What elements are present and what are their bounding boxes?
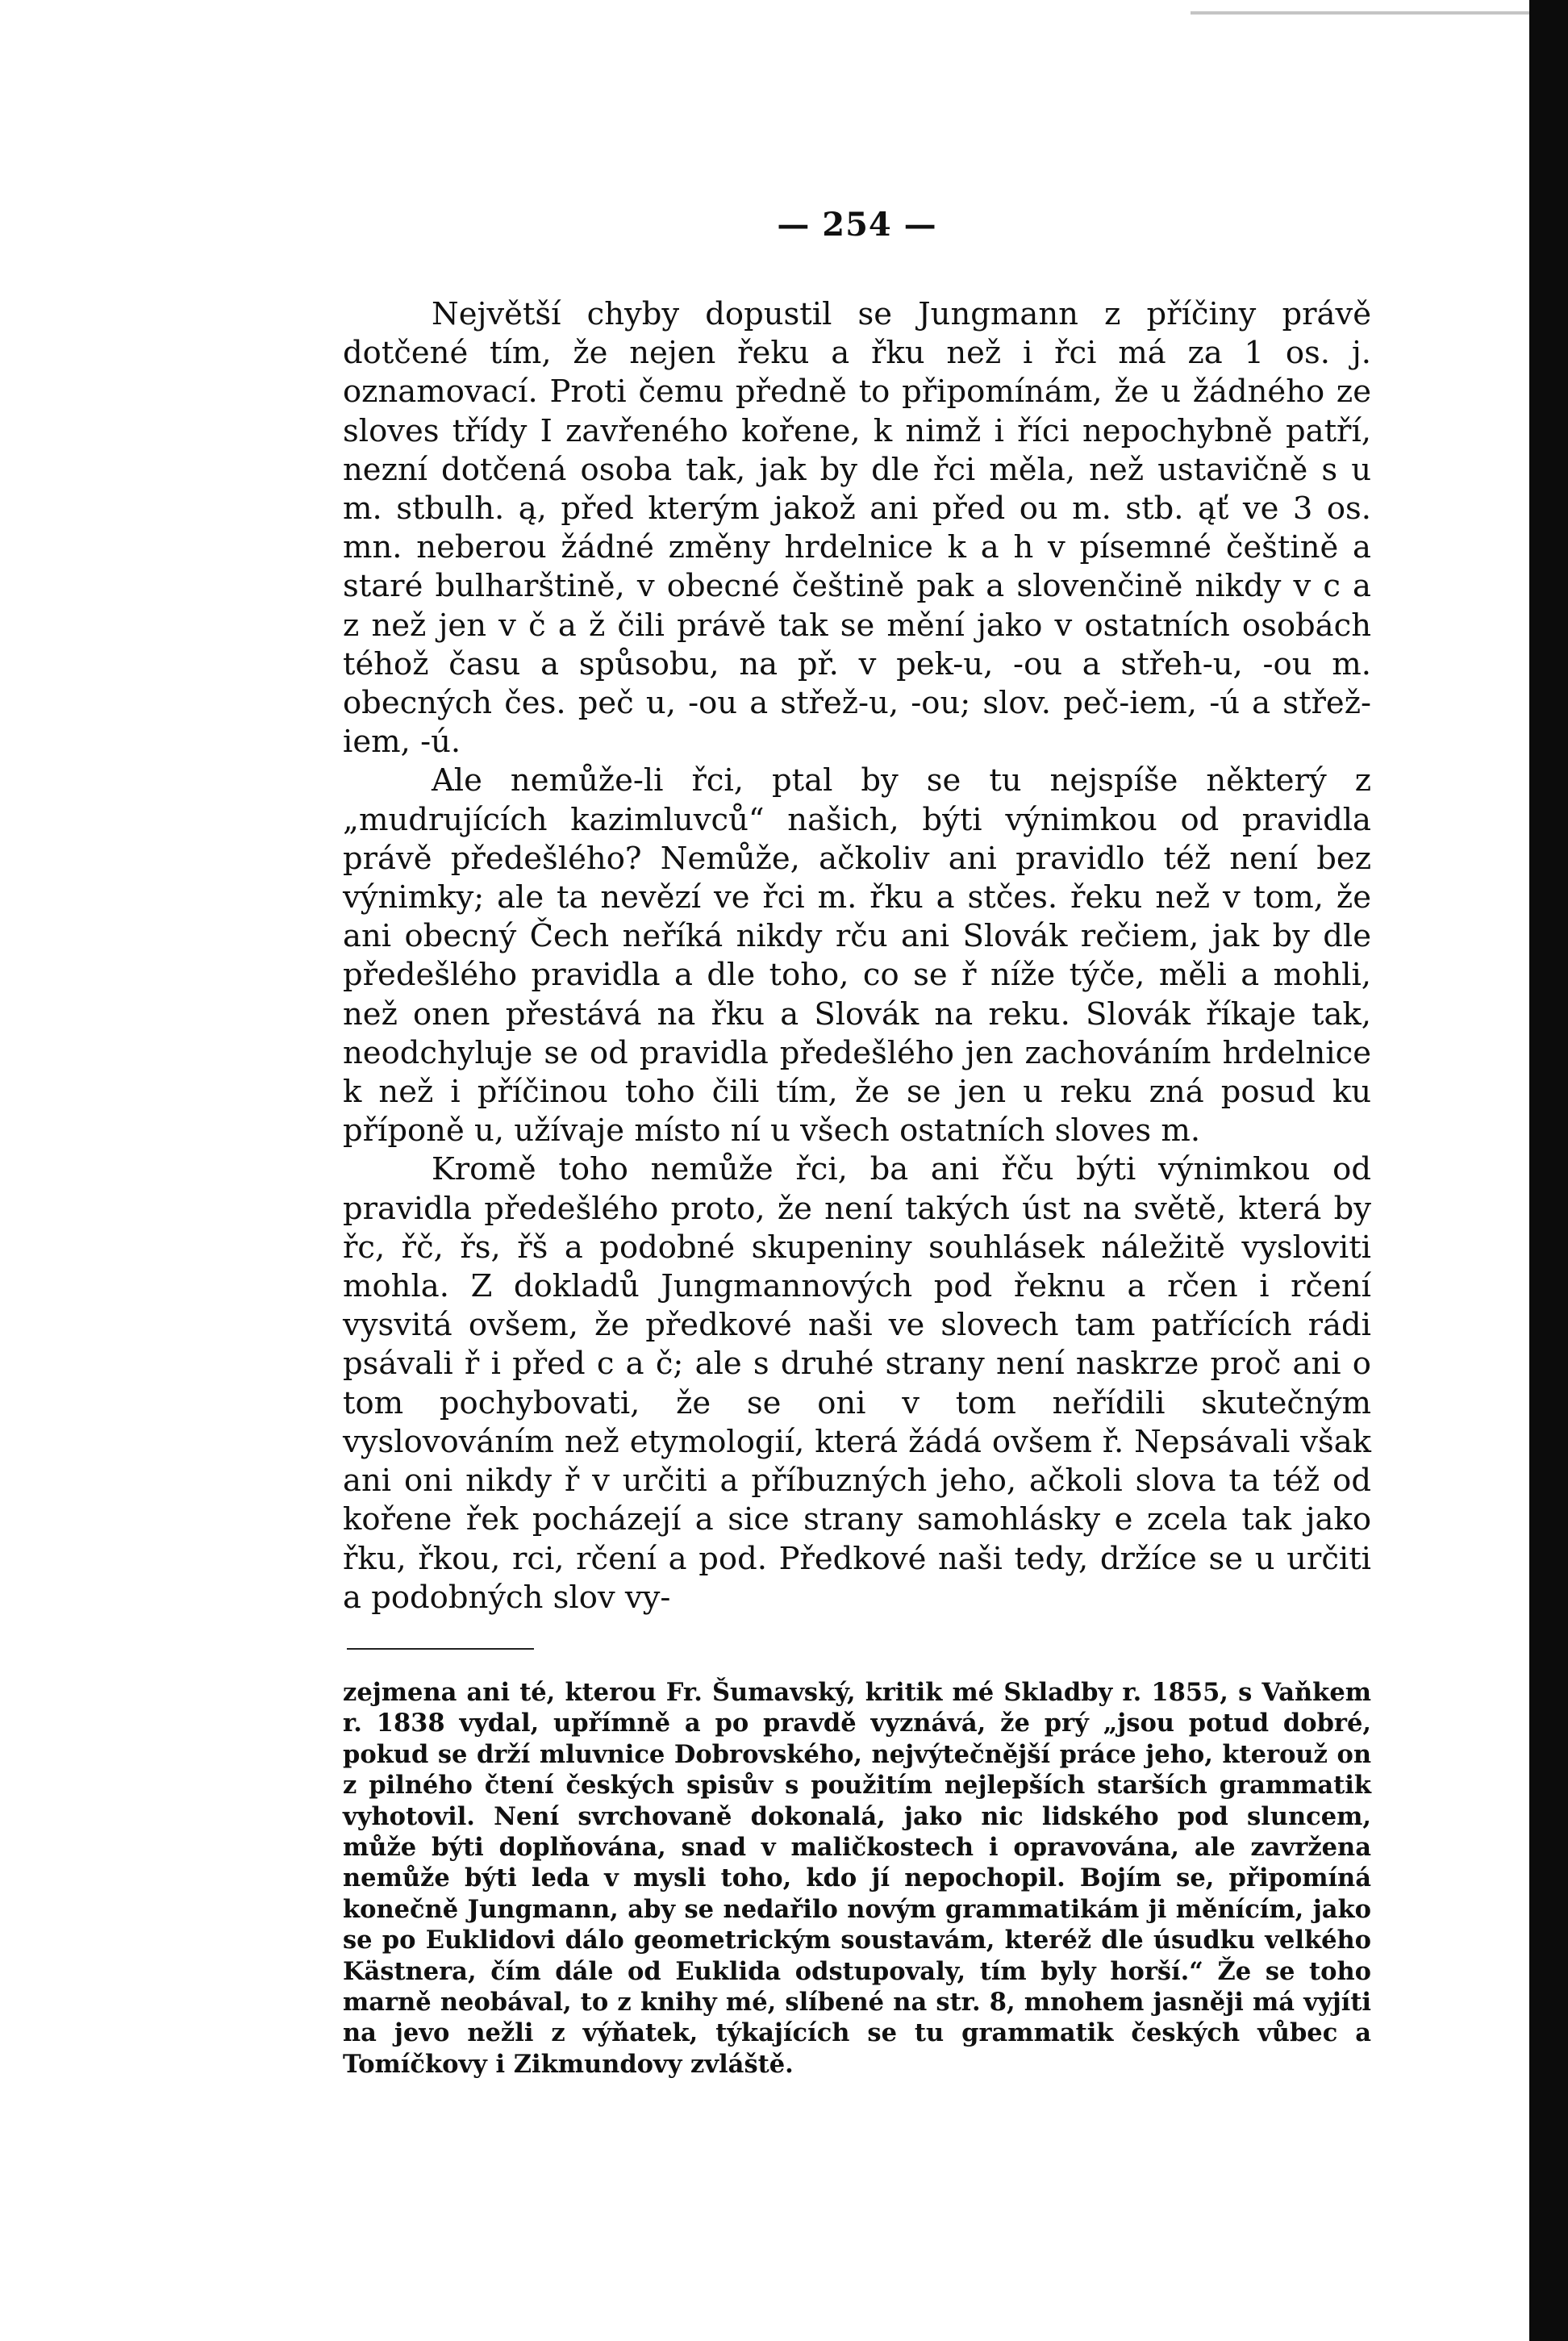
book-page: [343, 206, 1371, 2080]
scan-edge-right: [1529, 0, 1568, 2341]
paragraph-2: Ale nemůže-li řci, ptal by se tu nejspíše některý z „mudrujících kazimluvců“ našich, býti výnimkou od pravidla právě předešlého? Nemůže, ačkoliv ani pravidlo též není bez výnimky; ale ta nevězí ve řci m. řku a stčes. řeku než v tom, že ani obecný Čech neříká nikdy rču ani Slovák rečiem, jak by dle předešlého pravidla a dle toho, co se ř níže týče, měli a mohli, než onen přestává na řku a Slovák na reku. Slovák říkaje tak, neodchyluje se od pravidla předešlého jen zachováním hrdelnice k než i příčinou toho čili tím, že se jen u reku zná posud ku příponě u, užívaje místo ní u všech ostatních sloves m.: [343, 762, 1371, 1150]
paragraph-1: Největší chyby dopustil se Jungmann z příčiny právě dotčené tím, že nejen řeku a řku než i řci má za 1 os. j. oznamovací. Proti čemu předně to připomínám, že u žádného ze sloves třídy I zavřeného kořene, k nimž i říci nepochybně patří, nezní dotčená osoba tak, jak by dle řci měla, než ustavičně s u m. stbulh. ą, před kterým jakož ani před ou m. stb. ąť ve 3 os. mn. neberou žádné změny hrdelnice k a h v písemné češtině a staré bulharštině, v obecné češtině pak a slovenčině nikdy v c a z než jen v č a ž čili právě tak se mění jako v ostatních osobách téhož času a spůsobu, na př. v pek-u, -ou a střeh-u, -ou m. obecných čes. peč u, -ou a střež-u, -ou; slov. peč-iem, -ú a střež-iem, -ú.: [343, 296, 1371, 761]
footnote-divider: [347, 1648, 534, 1650]
main-text: [343, 295, 1371, 1617]
scan-edge-top: [1191, 11, 1529, 15]
footnote-text: zejmena ani té, kterou Fr. Šumavský, kritik mé Skladby r. 1855, s Vaňkem r. 1838 vydal, upřímně a po pravdě vyznává, že prý „jsou potud dobré, pokud se drží mluvnice Dobrovského, nejvýtečnější práce jeho, kterouž on z pilného čtení českých spisův s použitím nejlepších starších grammatik vyhotovil. Není svrchovaně dokonalá, jako nic lidského pod sluncem, může býti doplňována, snad v maličkostech i opravována, ale zavržena nemůže býti leda v mysli toho, kdo jí nepochopil. Bojím se, připomíná konečně Jungmann, aby se nedařilo novým grammatikám ji měnícím, jako se po Euklidovi dálo geometrickým soustavám, kteréž dle úsudku velkého Kästnera, čím dále od Euklida odstupovaly, tím byly horší.“ Že se toho marně neobával, to z knihy mé, slíbené na str. 8, mnohem jasněji má vyjíti na jevo nežli z výňatek, týkajících se tu grammatik českých vůbec a Tomíčkovy i Zikmundovy zvláště.: [343, 1677, 1371, 2079]
paragraph-3: Kromě toho nemůže řci, ba ani řču býti výnimkou od pravidla předešlého proto, že není takých úst na světě, která by řc, řč, řs, řš a podobné skupeniny souhlásek náležitě vysloviti mohla. Z dokladů Jungmannových pod řeknu a rčen i rčení vysvitá ovšem, že předkové naši ve slovech tam patřících rádi psávali ř i před c a č; ale s druhé strany není naskrze proč ani o tom pochybovati, že se oni v tom neřídili skutečným vyslovováním než etymologií, která žádá ovšem ř. Nepsávali však ani oni nikdy ř v určiti a příbuzných jeho, ačkoli slova ta též od kořene řek pocházejí a sice strany samohlásky e zcela tak jako řku, řkou, rci, rčení a pod. Předkové naši tedy, držíce se u určiti a podobných slov vy-: [343, 1151, 1371, 1616]
footnote: [343, 1677, 1371, 2080]
page-number: — 254 —: [777, 206, 937, 244]
